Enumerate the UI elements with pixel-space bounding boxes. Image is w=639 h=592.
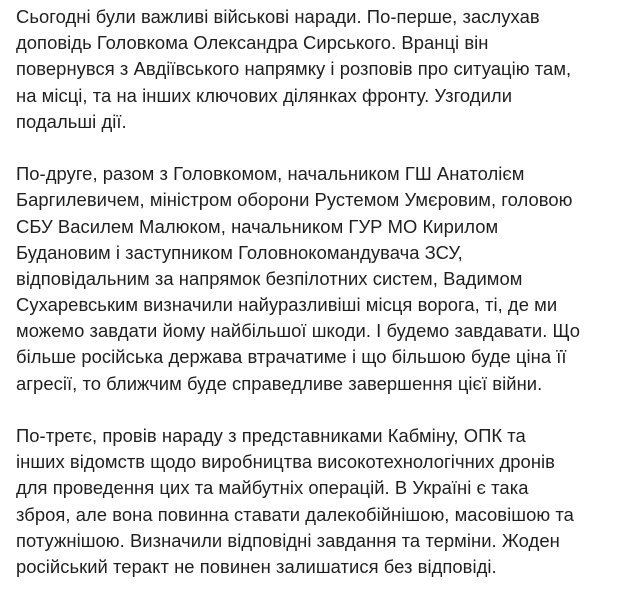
text-line: Сьогодні були важливі військові наради. По-перше, заслухав bbox=[16, 6, 540, 27]
text-line: По-третє, провів нараду з представниками Кабміну, ОПК та bbox=[16, 425, 526, 446]
text-line: більше російська держава втрачатиме і що більшою буде ціна її bbox=[16, 346, 567, 368]
text-line: повернувся з Авдіївського напрямку і розповів про ситуацію там, bbox=[16, 58, 572, 80]
text-line: агресії, то ближчим буде справедливе завершення цієї війни. bbox=[16, 372, 543, 394]
text-line: для проведення цих та майбутніх операцій. В Україні є така bbox=[16, 477, 529, 499]
text-line: По-друге, разом з Головкомом, начальником ГШ Анатолієм bbox=[16, 163, 525, 185]
text-line: доповідь Головкома Олександра Сирського. Вранці він bbox=[16, 32, 489, 54]
text-line: подальші дії. bbox=[16, 110, 127, 132]
text-line: Сухаревським визначили найуразливіші місця ворога, ті, де ми bbox=[16, 294, 558, 316]
text-line: зброя, але вона повинна ставати далекобійнішою, масовішою та bbox=[16, 503, 574, 525]
text-line: Будановим і заступником Головнокомандувача ЗСУ, bbox=[16, 241, 463, 263]
text-line: СБУ Василем Малюком, начальником ГУР МО Кирилом bbox=[16, 215, 499, 237]
paragraph-1 bbox=[16, 4, 629, 135]
text-line: інших відомств щодо виробництва високотехнологічних дронів bbox=[16, 451, 556, 473]
paragraph-3 bbox=[16, 423, 629, 580]
text-line: на місці, та на інших ключових ділянках фронту. Узгодили bbox=[16, 84, 513, 106]
text-line: відповідальним за напрямок безпілотних систем, Вадимом bbox=[16, 267, 523, 289]
text-line: російський теракт не повинен залишатися без відповіді. bbox=[16, 555, 497, 577]
text-line: потужнішою. Визначили відповідні завдання та терміни. Жоден bbox=[16, 529, 560, 551]
text-line: Баргилевичем, міністром оборони Рустемом Умєровим, головою bbox=[16, 189, 573, 211]
text-line: можемо завдати йому найбільшої шкоди. І будемо завдавати. Що bbox=[16, 320, 581, 342]
paragraph-2 bbox=[16, 161, 629, 397]
